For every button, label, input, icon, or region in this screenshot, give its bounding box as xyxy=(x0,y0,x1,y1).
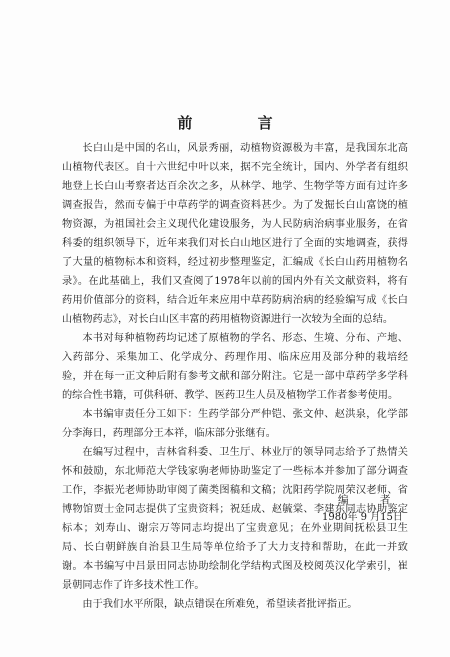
signature-block xyxy=(322,493,412,525)
paragraph-acknowledgements: 在编写过程中，吉林省科委、卫生厅、林业厅的领导同志给予了热情关怀和鼓励，东北师范大学钱家驹老师协助鉴定了一些标本并参加了部分调查工作，李振光老师协助审阅了菌类图稿和文稿；沈阳药学院周荣汉老师、省博物馆贾士金同志提供了宝贵资料；祝廷成、赵毓棠、李建东同志协助鉴定标本；刘寿山、谢宗万等同志均提出了宝贵意见；在外业期间抚松县卫生局、长白朝鲜族自治县卫生局等单位给予了大力支持和帮助，在此一并致谢。本书编写中吕景田同志协助绘制化学结构式图及校阅英汉化学索引，崔景朝同志作了许多技术性工作。 xyxy=(62,447,408,591)
signature-date: 1980年 9 月15日 xyxy=(322,512,403,523)
paragraph-closing: 由于我们水平所限，缺点错误在所难免，希望读者批评指正。 xyxy=(82,599,358,610)
paragraph-editorial-roles: 本书编审责任分工如下：生药学部分严仲铠、张文仲、赵洪泉，化学部分李海日，药理部分王本祥，临床部分张继有。 xyxy=(62,409,408,439)
paragraph-content-scope: 本书对每种植物药均记述了原植物的学名、形态、生境、分布、产地、入药部分、采集加工、化学成分、药理作用、临床应用及部分种的栽培经验，并在每一正文种后附有参考文献和部分附注。它是一部中草药学多学科的综合性书籍，可供科研、教学、医药卫生人员及植物学工作者参考使用。 xyxy=(62,333,408,401)
page-title: 前 言 xyxy=(177,114,303,132)
paragraph-intro: 长白山是中国的名山，风景秀丽，动植物资源极为丰富，是我国东北高山植物代表区。自十六世纪中叶以来，据不完全统计，国内、外学者有组织地登上长白山考察者达百余次之多，从林学、地学、生物学等方面有过许多调查报告，然而专偏于中草药学的调查资料甚少。为了发掘长白山富饶的植物资源，为祖国社会主义现代化建设服务，为人民防病治病事业服务，在省科委的组织领导下，近年来我们对长白山地区进行了全面的实地调查，获得了大量的植物标本和资料，经过初步整理鉴定，汇编成《长白山药用植物名录》。在此基础上，我们又查阅了1978年以前的国内外有关文献资料，将有药用价值部分的资料，结合近年来应用中草药防病治病的经验编写成《长白山植物药志》，对长白山区丰富的药用植物资源进行一次较为全面的总结。 xyxy=(62,143,408,325)
author-signature: 编 者 xyxy=(338,494,405,506)
preface-body xyxy=(62,139,408,614)
